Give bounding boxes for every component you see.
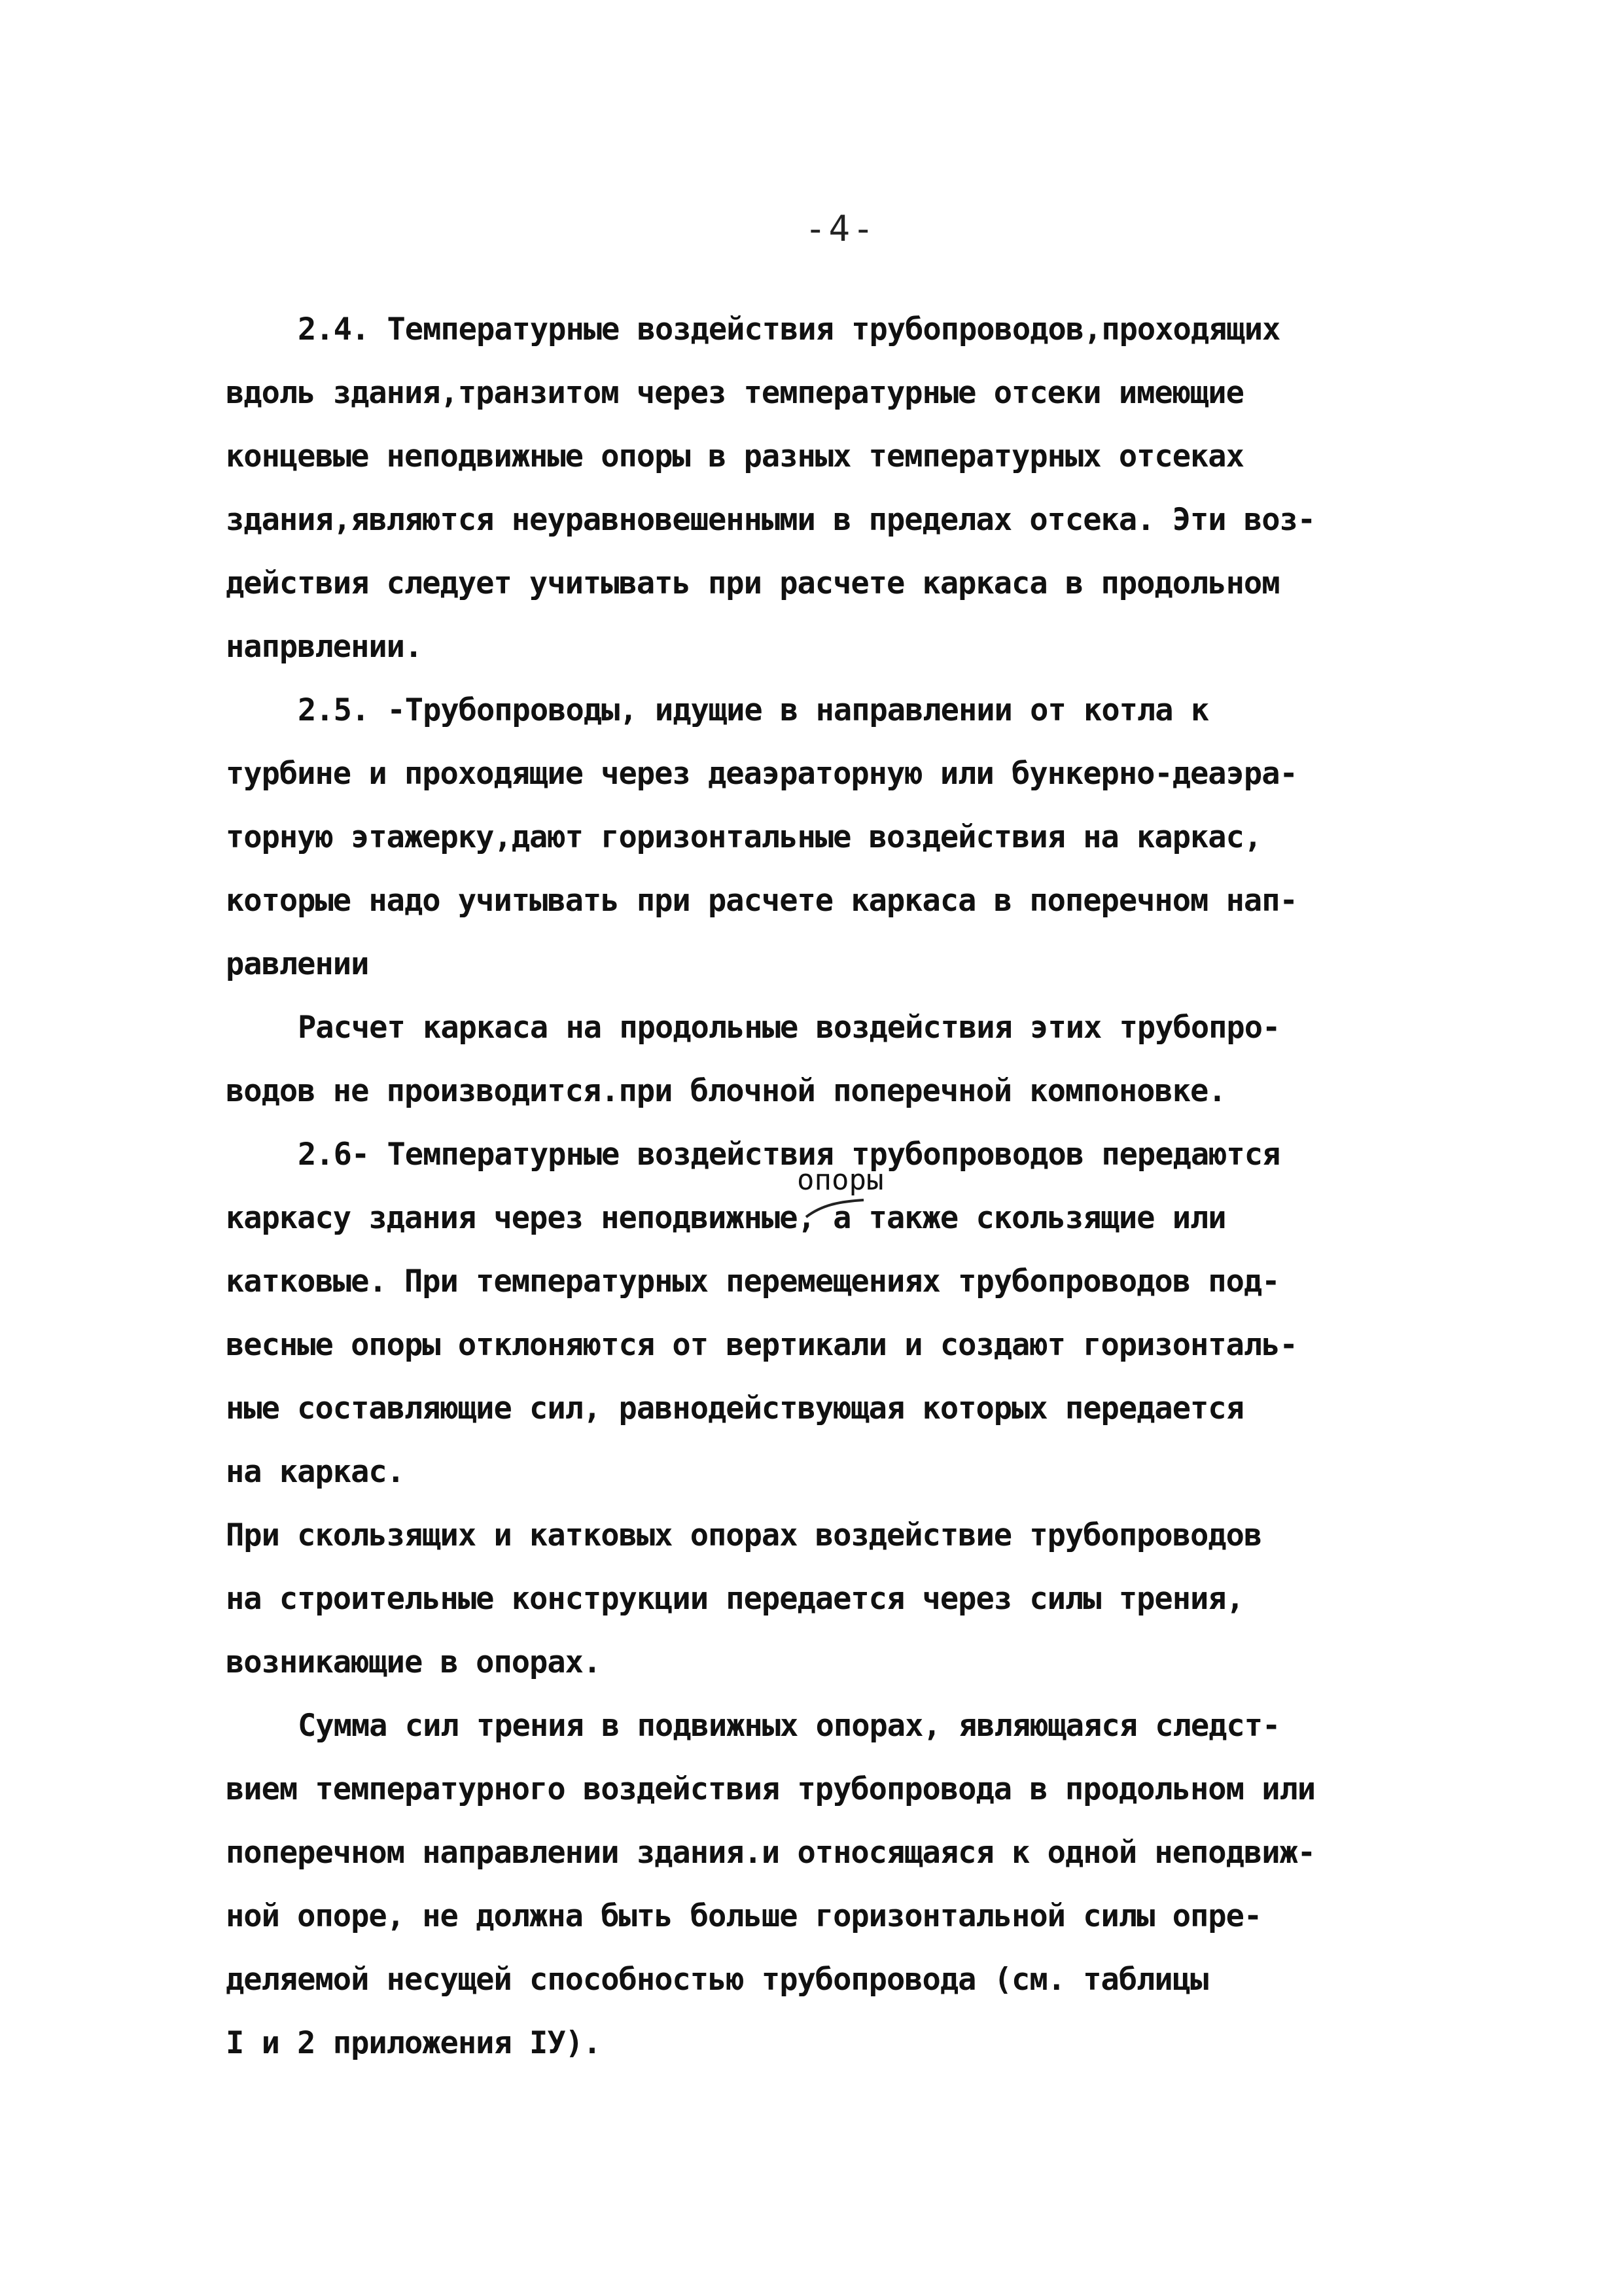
text-line: ные составляющие сил, равнодействующая которых передается <box>226 1390 1244 1426</box>
text-line: катковые. При температурных перемещениях трубопроводов под- <box>226 1263 1280 1299</box>
text-line: возникающие в опорах. <box>226 1644 601 1680</box>
text-line: 2.6- Температурные воздействия трубопроводов передаются <box>298 1137 1280 1173</box>
text-line: 2.5. -Трубопроводы, идущие в направлении от котла к <box>298 692 1209 728</box>
text-line: I и 2 приложения IУ). <box>226 2025 601 2061</box>
text-line: равлении <box>226 946 369 982</box>
text-line: ной опоре, не должна быть больше горизонтальной силы опре- <box>226 1898 1262 1934</box>
text-line: которые надо учитывать при расчете каркаса в поперечном нап- <box>226 883 1297 919</box>
text-line: деляемой несущей способностью трубопровода (см. таблицы <box>226 1962 1208 1998</box>
text-line: на строительные конструкции передается через силы трения, <box>226 1581 1244 1617</box>
handwritten-insert: опоры <box>797 1163 884 1197</box>
text-line: вдоль здания,транзитом через температурные отсеки имеющие <box>226 375 1244 411</box>
text-line: каркасу здания через неподвижные, а также скользящие или <box>226 1200 1226 1236</box>
text-line: турбине и проходящие через деаэраторную или бункерно-деаэра- <box>226 756 1297 792</box>
text-line: на каркас. <box>226 1454 404 1490</box>
text-line: концевые неподвижные опоры в разных температурных отсеках <box>226 438 1244 474</box>
text-line: водов не производится.при блочной поперечной компоновке. <box>226 1073 1226 1109</box>
text-line: 2.4. Температурные воздействия трубопроводов,проходящих <box>298 311 1280 347</box>
text-line: Расчет каркаса на продольные воздействия этих трубопро- <box>298 1010 1280 1046</box>
text-line: весные опоры отклоняются от вертикали и создают горизонталь- <box>226 1327 1297 1363</box>
page-number: -4- <box>805 208 877 249</box>
text-line: здания,являются неуравновешенными в пределах отсека. Эти воз- <box>226 502 1316 538</box>
text-line: торную этажерку,дают горизонтальные воздействия на каркас, <box>226 819 1262 855</box>
text-line: поперечном направлении здания.и относящаяся к одной неподвиж- <box>226 1835 1316 1871</box>
text-line: Сумма сил трения в подвижных опорах, являющаяся следст- <box>298 1708 1280 1744</box>
text-line: При скользящих и катковых опорах воздействие трубопроводов <box>226 1517 1262 1553</box>
text-line: вием температурного воздействия трубопровода в продольном или <box>226 1771 1316 1807</box>
text-line: действия следует учитывать при расчете каркаса в продольном <box>226 565 1280 601</box>
text-line: напрвлении. <box>226 629 423 665</box>
